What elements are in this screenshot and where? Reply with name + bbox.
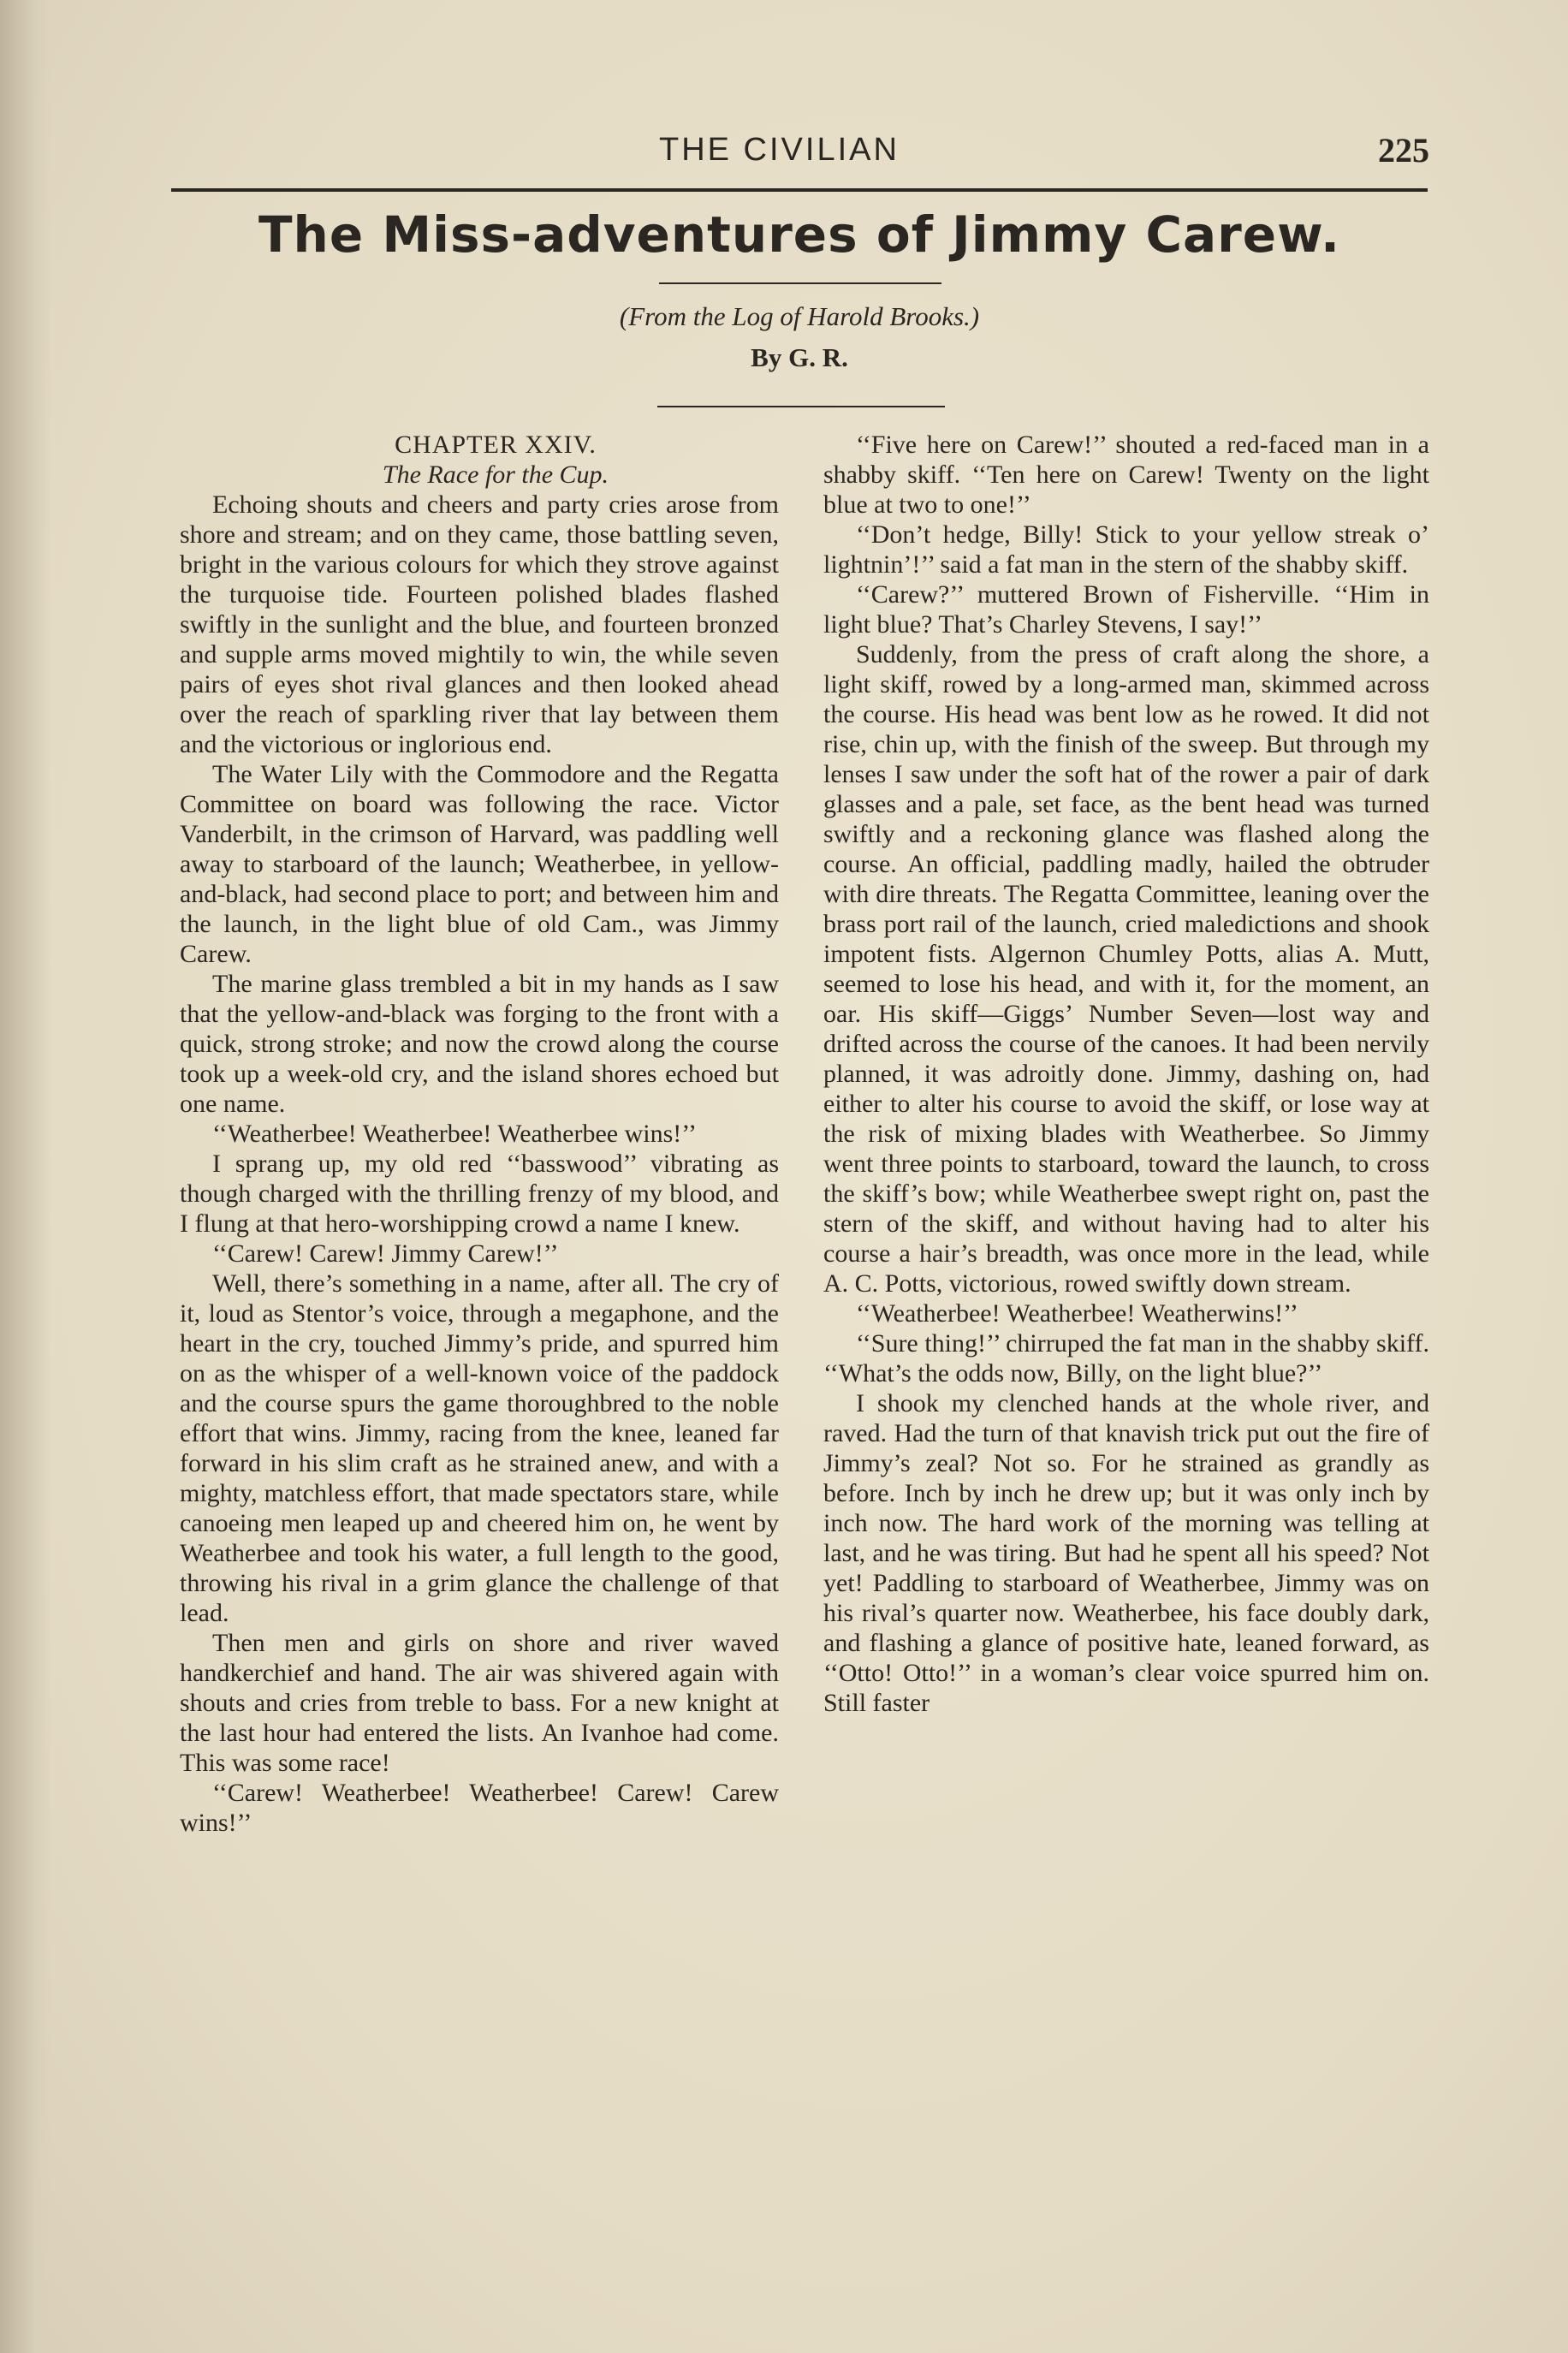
paragraph: ‘‘Carew! Weatherbee! Weatherbee! Carew! Carew wins!’’ (180, 1779, 779, 1837)
running-title: THE CIVILIAN (659, 132, 900, 168)
header-rule (171, 188, 1428, 192)
paragraph: ‘‘Five here on Carew!’’ shouted a red-faced man in a shabby skiff. ‘‘Ten here on Carew! Twenty on the light blue at two to one!’’ (823, 431, 1429, 519)
paragraph: Echoing shouts and cheers and party cries arose from shore and stream; and on they came, those battling seven, bright in the various colours for which they strove against the turquoise tide. Fourteen polished blades flashed swiftly in the sunlight and the blue, and fourteen bronzed and supple arms moved mightily to win, the while seven pairs of eyes shot rival glances and then looked ahead over the reach of sparkling river that lay between them and the victorious or inglorious end. (180, 490, 779, 758)
article-source: (From the Log of Harold Brooks.) (619, 301, 980, 331)
page-number: 225 (1378, 131, 1429, 169)
paragraph: ‘‘Weatherbee! Weatherbee! Weatherwins!’’ (856, 1299, 1298, 1328)
paragraph: ‘‘Carew! Carew! Jimmy Carew!’’ (212, 1239, 559, 1268)
paragraph: Well, there’s something in a name, after all. The cry of it, loud as Stentor’s voice, through a megaphone, and the heart in the cry, touched Jimmy’s pride, and spurred him on as the whisper of a well-known voice of the paddock and the course spurs the game thoroughbred to the noble effort that wins. Jimmy, racing from the knee, leaned far forward in his slim craft as he strained anew, and with a mighty, matchless effort, that made spectators stare, while canoeing men leaped up and cheered him on, he went by Weatherbee and took his water, a full length to the good, throwing his rival in a grim glance the challenge of that lead. (180, 1269, 779, 1627)
running-head (171, 128, 1429, 180)
paragraph: ‘‘Don’t hedge, Billy! Stick to your yellow streak o’ lightnin’!’’ said a fat man in the stern of the shabby skiff. (823, 520, 1429, 579)
chapter-heading: CHAPTER XXIV. (395, 431, 597, 459)
paragraph: The Water Lily with the Commodore and the Regatta Committee on board was following the race. Victor Vanderbilt, in the crimson of Harvard, was paddling well away to starboard of the launch; Weatherbee, in yellow-and-black, had second place to port; and between him and the launch, in the light blue of old Cam., was Jimmy Carew. (180, 760, 779, 968)
article-byline: By G. R. (751, 342, 848, 372)
paragraph: Then men and girls on shore and river waved handkerchief and hand. The air was shivered again with shouts and cries from treble to bass. For a new knight at the last hour had entered the lists. An Ivanhoe had come. This was some race! (180, 1629, 779, 1777)
left-column (180, 430, 779, 1838)
chapter-title: The Race for the Cup. (382, 460, 609, 489)
paragraph: Suddenly, from the press of craft along the shore, a light skiff, rowed by a long-armed man, skimmed across the course. His head was bent low as he rowed. It did not rise, chin up, with the finish of the sweep. But through my lenses I saw under the soft hat of the rower a pair of dark glasses and a pale, set face, as the bent head was turned swiftly and a reckoning glance was flashed along the course. An official, paddling madly, hailed the obtruder with dire threats. The Regatta Committee, leaning over the brass port rail of the launch, cried maledictions and shook impotent fists. Algernon Chumley Potts, alias A. Mutt, seemed to lose his head, and with it, for the moment, an oar. His skiff—Giggs’ Number Seven—lost way and drifted across the course of the canoes. It had been nervily planned, it was adroitly done. Jimmy, dashing on, had either to alter his course to avoid the skiff, or lose way at the risk of mixing blades with Weatherbee. So Jimmy went three points to starboard, toward the launch, to cross the skiff’s bow; while Weatherbee swept right on, past the stern of the skiff, and without having had to alter his course a hair’s breadth, was once more in the lead, while A. C. Potts, victorious, rowed swiftly down stream. (823, 640, 1429, 1298)
title-rule (659, 282, 941, 284)
byline-rule (657, 406, 945, 407)
paragraph: I sprang up, my old red ‘‘basswood’’ vibrating as though charged with the thrilling frenzy of my blood, and I flung at that hero-worshipping crowd a name I knew. (180, 1150, 779, 1238)
paragraph: The marine glass trembled a bit in my hands as I saw that the yellow-and-black was forging to the front with a quick, strong stroke; and now the crowd along the course took up a week-old cry, and the island shores echoed but one name. (180, 970, 779, 1118)
paragraph: ‘‘Weatherbee! Weatherbee! Weatherbee wins!’’ (212, 1120, 698, 1148)
page-gutter-shadow (0, 0, 51, 2353)
paragraph: ‘‘Sure thing!’’ chirruped the fat man in the shabby skiff. ‘‘What’s the odds now, Billy, on the light blue?’’ (823, 1329, 1429, 1387)
article-title: The Miss-adventures of Jimmy Carew. (258, 205, 1341, 264)
paragraph: I shook my clenched hands at the whole river, and raved. Had the turn of that knavish trick put out the fire of Jimmy’s zeal? Not so. For he strained as grandly as before. Inch by inch he drew up; but it was only inch by inch now. The hard work of the morning was telling at last, and he was tiring. But had he spent all his speed? Not yet! Paddling to starboard of Weatherbee, Jimmy was on his rival’s quarter now. Weatherbee, his face doubly dark, and flashing a glance of positive hate, leaned forward, as ‘‘Otto! Otto!’’ in a woman’s clear voice spurred him on. Still faster (823, 1389, 1429, 1717)
paragraph: ‘‘Carew?’’ muttered Brown of Fisherville. ‘‘Him in light blue? That’s Charley Stevens, I say!’’ (823, 580, 1429, 639)
right-column (823, 430, 1429, 1718)
